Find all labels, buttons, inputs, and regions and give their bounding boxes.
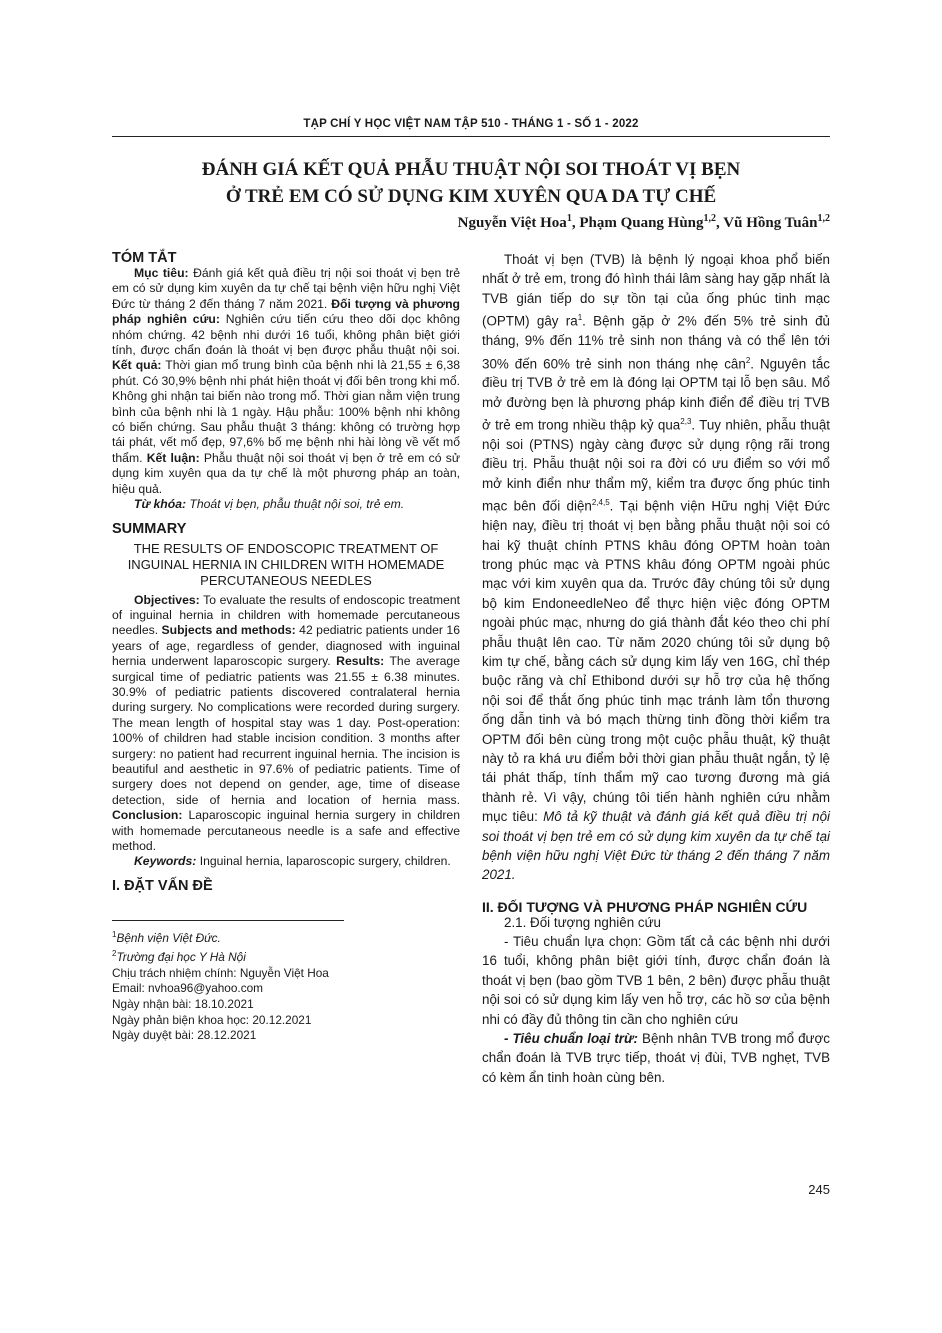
corresponding-email: Email: nvhoa96@yahoo.com: [112, 981, 263, 996]
abstract-en-title: THE RESULTS OF ENDOSCOPIC TREATMENT OF INGUINAL HERNIA IN CHILDREN WITH HOMEMADE PERCUTANEOUS NEEDLES: [127, 540, 445, 588]
inclusion-criteria: - Tiêu chuẩn lựa chọn: Gồm tất cả các bệnh nhi dưới 16 tuổi, không phân biệt giới tính, được chẩn đoán là thoát vị bẹn (bao gồm TVB 1 bên, 2 bên) được phẫu thuật nội soi có sử dụng kim lấy ven hỗ trợ, các hồ sơ của bệnh nhi có đầy đủ thông tin cần cho nghiên cứu: [482, 933, 830, 1027]
exclusion-criteria: [482, 1029, 830, 1087]
methods-text: Nghiên cứu tiến cứu theo dõi dọc không nhóm chứng. 42 bệnh nhi dưới 16 tuổi, không phân biệt giới tính, được chẩn đoán là thoát vị bẹn được phẫu thuật nội soi.: [112, 312, 461, 358]
conclusion-en-text: Laparoscopic inguinal hernia surgery in children with homemade percutaneous needle is a safe and effective method.: [112, 808, 460, 853]
methods-label: Đối tượng và phương pháp nghiên cứu:: [112, 296, 460, 327]
author-separator: ,: [571, 215, 580, 231]
conclusion-en-label: Conclusion:: [112, 808, 183, 823]
footnote-2-text: Trường đại học Y Hà Nội: [116, 950, 246, 965]
section-2-1-heading: 2.1. Đối tượng nghiên cứu: [504, 914, 661, 930]
subjects-methods-label: Subjects and methods:: [161, 623, 296, 638]
abstract-vi-heading: TÓM TẮT: [112, 250, 177, 266]
page-number: 245: [808, 1182, 830, 1197]
author-1-affiliation: 1: [566, 213, 572, 224]
abstract-vi-body: [112, 266, 460, 497]
title-line-1: ĐÁNH GIÁ KẾT QUẢ PHẪU THUẬT NỘI SOI THOÁT VỊ BẸN: [201, 159, 741, 180]
journal-header: TẠP CHÍ Y HỌC VIỆT NAM TẬP 510 - THÁNG 1 - SỐ 1 - 2022: [303, 118, 639, 130]
citation-1: 1: [577, 313, 583, 323]
date-accepted: Ngày duyệt bài: 28.12.2021: [112, 1028, 257, 1043]
study-objective: Mô tả kỹ thuật và đánh giá kết quả điều trị nội soi thoát vị bẹn trẻ em có sử dụng kim xuyên da tự chế tại bệnh viện hữu nghị Việt Đức từ tháng 2 đến tháng 7 năm 2021.: [482, 809, 830, 883]
author-2: Phạm Quang Hùng: [579, 215, 704, 231]
right-column: [482, 250, 830, 1087]
conclusion-text: Phẫu thuật nội soi thoát vị bẹn ở trẻ em có sử dụng kim xuyên qua da tự chế là một phương pháp an toàn, hiệu quả.: [112, 450, 460, 496]
intro-text-3: . Nguyên tắc điều trị TVB ở trẻ em là đóng lại OPTM tại lỗ bẹn sâu. Mổ mở đường bẹn là phương pháp kinh điển để điều trị TVB ở trẻ em trong nhiều thập kỷ qua: [482, 355, 830, 433]
footnotes: [112, 920, 460, 1044]
author-3: Vũ Hồng Tuân: [723, 215, 818, 231]
section-1-heading: I. ĐẶT VẤN ĐỀ: [112, 877, 213, 894]
results-text: Thời gian mổ trung bình của bệnh nhi là 21,55 ± 6,38 phút. Có 30,9% bệnh nhi phát hiện thoát vị đối bên trong khi mổ. Không ghi nhận tai biến nào trong mổ. Thời gian nằm viện trung bình của bệnh nhi là 1 ngày. Hậu phẫu: 100% bệnh nhi không có biến chứng. Sau phẫu thuật 3 tháng: không có trường hợp tái phát, vết mổ đẹp, 97,6% bố mẹ bệnh nhi hài lòng về vết mổ thẩm.: [112, 358, 461, 465]
results-label: Kết quả:: [112, 358, 162, 373]
keywords-label: Từ khóa:: [134, 497, 187, 512]
exclusion-label: - Tiêu chuẩn loại trừ:: [504, 1030, 639, 1046]
intro-text-2: . Bệnh gặp ở 2% đến 5% trẻ sinh đủ tháng, 9% đến 11% trẻ sinh non tháng và có thể lên tới 30% đến 60% trẻ sinh non tháng nhẹ cân: [482, 313, 830, 371]
intro-text-1: Thoát vị bẹn (TVB) là bệnh lý ngoại khoa phổ biến nhất ở trẻ em, trong đó hình thái lâm sàng hay gặp nhất là TVB gián tiếp do sự tồn tại của ống phúc tinh mạc (OPTM) gây ra: [482, 252, 830, 329]
abstract-en-heading: SUMMARY: [112, 520, 187, 537]
intro-text-4: . Tuy nhiên, phẫu thuật nội soi (PTNS) ngày càng được sử dụng rộng rãi trong điều trị. Phẫu thuật nội soi ra đời có ưu điểm so với mổ mở kinh điển như thẩm mỹ, kiểm tra được ống phúc tinh mạc bên đối diện: [482, 417, 830, 514]
footnote-affiliation-2: [112, 946, 460, 966]
keywords-en-label: Keywords:: [134, 854, 197, 869]
date-reviewed: Ngày phản biện khoa học: 20.12.2021: [112, 1012, 312, 1027]
footnote-rule: [112, 920, 344, 921]
title-line-2: Ở TRẺ EM CÓ SỬ DỤNG KIM XUYÊN QUA DA TỰ CHẾ: [225, 186, 717, 207]
intro-paragraph: [482, 250, 830, 885]
exclusion-text: Bệnh nhân TVB trong mổ được chẩn đoán là TVB trực tiếp, thoát vị đùi, TVB nghẹt, TVB có kèm ẩn tinh hoàn cùng bên.: [482, 1030, 830, 1085]
author-list: [458, 213, 830, 232]
objective-label: Mục tiêu:: [134, 266, 189, 280]
corresponding-author: Chịu trách nhiệm chính: Nguyễn Việt Hoa: [112, 965, 329, 980]
objectives-text: To evaluate the results of endoscopic treatment of inguinal hernia in children with homemade percutaneous needles.: [112, 592, 460, 638]
author-separator: ,: [716, 215, 724, 231]
article-title: [112, 156, 830, 210]
footnote-1-marker: 1: [112, 929, 117, 939]
author-3-affiliation: 1,2: [817, 213, 830, 224]
abstract-vi-keywords: [112, 497, 460, 512]
results-en-label: Results:: [336, 654, 385, 669]
author-2-affiliation: 1,2: [703, 213, 717, 224]
objective-text: Đánh giá kết quả điều trị nội soi thoát vị bẹn trẻ em có sử dụng kim xuyên da tự chế tại bệnh viện hữu nghị Việt Đức từ tháng 2 đến tháng 7 năm 2021.: [112, 266, 460, 311]
results-en-text: The average surgical time of pediatric patients was 21.55 ± 6.38 minutes. 30.9% of pediatric patients discovered contralateral hernia during surgery. No complications were recorded during surgery. The mean length of hospital stay was 1 day. Post-operation: 100% of children had stable incision condition. 3 months after surgery: no patient had recurrent inguinal hernia. The incision is beautiful and aesthetic in 97.6% of pediatric patients. Time of surgery does not depend on gender, age, time of disease detection, side of hernia and location of hernia mass.: [112, 654, 460, 807]
abstract-en-body: [112, 593, 460, 855]
section-2-heading: II. ĐỐI TƯỢNG VÀ PHƯƠNG PHÁP NGHIÊN CỨU: [482, 898, 808, 915]
abstract-en-keywords: [112, 854, 460, 869]
subjects-methods-text: 42 pediatric patients under 16 years of age, regardless of gender, diagnosed with inguinal hernia underwent laparoscopic surgery.: [112, 623, 460, 669]
citation-4: 2,4,5: [591, 498, 610, 508]
left-column: [112, 250, 460, 1044]
conclusion-label: Kết luận:: [146, 450, 200, 465]
footnote-1-text: Bệnh viện Việt Đức.: [116, 930, 221, 945]
objectives-label: Objectives:: [134, 592, 200, 607]
keywords-text: Thoát vị bẹn, phẫu thuật nội soi, trẻ em.: [186, 497, 405, 512]
intro-text-5: . Tại bệnh viện Hữu nghị Việt Đức hiện nay, điều trị thoát vị bẹn bằng phẫu thuật nội soi có hai kỹ thuật chính PTNS khâu đóng OPTM hoàn toàn trong phúc mạc và PTNS khâu đóng OPTM ngoài phúc mạc với kim xuyên qua da. Trước đây chúng tôi sử dụng bộ kim EndoneedleNeo để thực hiện việc đóng OPTM ngoài phúc mạc, nhưng do giá thành đắt kéo theo chi phí phẫu thuật lên cao. Từ năm 2020 chúng tôi sử dụng bộ kim tự chế, bằng cách sử dụng kim lấy ven 16G, chỉ thép buộc răng và chỉ Ethibond dưới sự hỗ trợ của hệ thống nội soi để thắt ống phúc tinh mạc tránh làm tổn thương ống dẫn tinh và bó mạch thừng tinh đồng thời kiểm tra OPTM đối bên cùng trong một cuộc phẫu thuật, kỹ thuật này tỏ ra khá ưu điểm bởi thời gian phẫu thuật ngắn, tỷ lệ tái phát thấp, tính thẩm mỹ cao tương đương mà giá thành rẻ. Vì vậy, chúng tôi tiến hành nghiên cứu nhằm mục tiêu:: [482, 498, 830, 825]
footnote-2-marker: 2: [112, 949, 117, 959]
header-rule: [112, 136, 830, 137]
citation-2: 2: [745, 355, 751, 365]
date-received: Ngày nhận bài: 18.10.2021: [112, 997, 254, 1012]
citation-3: 2,3: [680, 417, 692, 427]
keywords-en-text: Inguinal hernia, laparoscopic surgery, children.: [196, 854, 451, 869]
author-1: Nguyễn Việt Hoa: [457, 215, 567, 231]
footnote-affiliation-1: [112, 927, 460, 947]
